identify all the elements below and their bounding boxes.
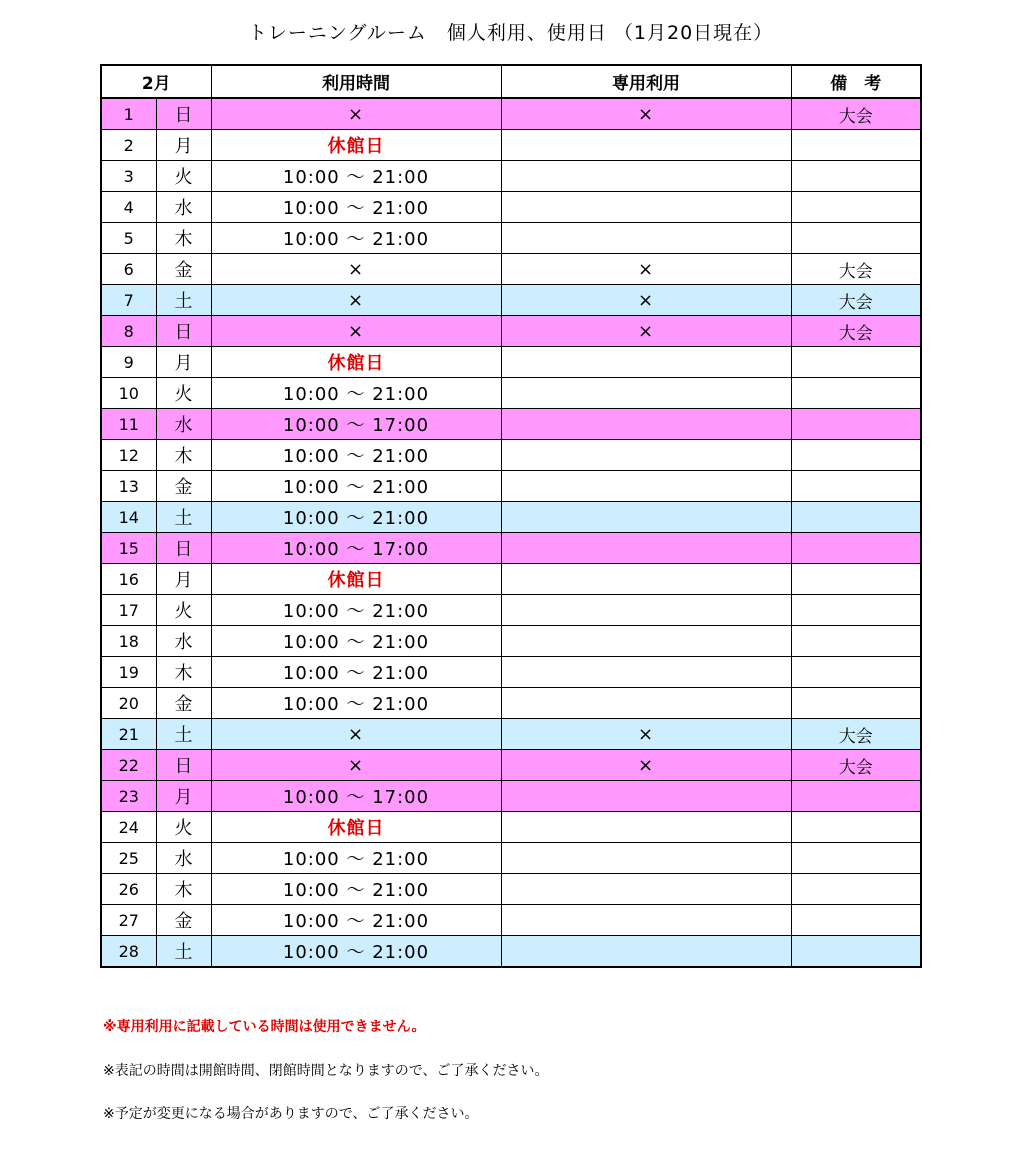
weekday-cell: 月: [156, 130, 211, 161]
weekday-cell: 日: [156, 533, 211, 564]
day-cell: 13: [101, 471, 156, 502]
exclusive-cell: [501, 781, 791, 812]
remarks-cell: [791, 874, 921, 905]
weekday-cell: 土: [156, 502, 211, 533]
weekday-cell: 日: [156, 98, 211, 130]
time-cell: ×: [211, 285, 501, 316]
header-month: 2月: [101, 65, 211, 98]
day-cell: 21: [101, 719, 156, 750]
exclusive-cell: [501, 533, 791, 564]
weekday-cell: 水: [156, 626, 211, 657]
remarks-cell: [791, 130, 921, 161]
table-row: [101, 502, 921, 533]
time-cell: 10:00 ～ 21:00: [211, 223, 501, 254]
table-row: [101, 781, 921, 812]
weekday-cell: 日: [156, 316, 211, 347]
day-cell: 11: [101, 409, 156, 440]
time-cell: 10:00 ～ 21:00: [211, 471, 501, 502]
day-cell: 27: [101, 905, 156, 936]
remarks-cell: 大会: [791, 285, 921, 316]
time-cell: 10:00 ～ 21:00: [211, 688, 501, 719]
remarks-cell: [791, 223, 921, 254]
day-cell: 7: [101, 285, 156, 316]
header-exclusive: 専用利用: [501, 65, 791, 98]
remarks-cell: [791, 626, 921, 657]
exclusive-cell: ×: [501, 98, 791, 130]
time-cell: 10:00 ～ 17:00: [211, 409, 501, 440]
time-cell: ×: [211, 98, 501, 130]
exclusive-cell: [501, 812, 791, 843]
table-header-row: [101, 65, 921, 98]
time-cell: 10:00 ～ 21:00: [211, 626, 501, 657]
time-cell: ×: [211, 750, 501, 781]
day-cell: 19: [101, 657, 156, 688]
day-cell: 10: [101, 378, 156, 409]
weekday-cell: 金: [156, 688, 211, 719]
day-cell: 24: [101, 812, 156, 843]
time-cell: 10:00 ～ 17:00: [211, 781, 501, 812]
remarks-cell: [791, 378, 921, 409]
remarks-cell: [791, 409, 921, 440]
exclusive-cell: [501, 161, 791, 192]
remarks-cell: [791, 905, 921, 936]
exclusive-cell: ×: [501, 316, 791, 347]
weekday-cell: 金: [156, 471, 211, 502]
table-row: [101, 719, 921, 750]
exclusive-cell: [501, 905, 791, 936]
table-row: [101, 626, 921, 657]
time-cell: 10:00 ～ 21:00: [211, 936, 501, 968]
exclusive-cell: [501, 223, 791, 254]
day-cell: 14: [101, 502, 156, 533]
remarks-cell: 大会: [791, 98, 921, 130]
weekday-cell: 土: [156, 936, 211, 968]
weekday-cell: 木: [156, 223, 211, 254]
table-row: [101, 905, 921, 936]
remarks-cell: [791, 192, 921, 223]
weekday-cell: 土: [156, 285, 211, 316]
day-cell: 18: [101, 626, 156, 657]
weekday-cell: 木: [156, 657, 211, 688]
exclusive-cell: [501, 440, 791, 471]
table-row: [101, 98, 921, 130]
weekday-cell: 火: [156, 378, 211, 409]
exclusive-cell: [501, 688, 791, 719]
remarks-cell: [791, 688, 921, 719]
time-cell: 休館日: [211, 347, 501, 378]
weekday-cell: 火: [156, 595, 211, 626]
table-row: [101, 316, 921, 347]
day-cell: 3: [101, 161, 156, 192]
weekday-cell: 月: [156, 347, 211, 378]
remarks-cell: 大会: [791, 719, 921, 750]
remarks-cell: 大会: [791, 254, 921, 285]
remarks-cell: [791, 936, 921, 968]
day-cell: 6: [101, 254, 156, 285]
day-cell: 5: [101, 223, 156, 254]
remarks-cell: [791, 781, 921, 812]
table-row: [101, 440, 921, 471]
table-row: [101, 347, 921, 378]
header-time: 利用時間: [211, 65, 501, 98]
weekday-cell: 水: [156, 409, 211, 440]
exclusive-cell: [501, 874, 791, 905]
day-cell: 20: [101, 688, 156, 719]
time-cell: 10:00 ～ 21:00: [211, 874, 501, 905]
day-cell: 17: [101, 595, 156, 626]
header-remarks: 備 考: [791, 65, 921, 98]
weekday-cell: 日: [156, 750, 211, 781]
remarks-cell: [791, 843, 921, 874]
day-cell: 12: [101, 440, 156, 471]
time-cell: 休館日: [211, 130, 501, 161]
time-cell: 10:00 ～ 21:00: [211, 905, 501, 936]
warning-note: ※専用利用に記載している時間は使用できません。: [103, 1019, 426, 1035]
table-row: [101, 161, 921, 192]
day-cell: 25: [101, 843, 156, 874]
table-row: [101, 843, 921, 874]
change-note: ※予定が変更になる場合がありますので、ご了承ください。: [103, 1106, 479, 1122]
day-cell: 2: [101, 130, 156, 161]
table-row: [101, 812, 921, 843]
weekday-cell: 水: [156, 192, 211, 223]
exclusive-cell: [501, 502, 791, 533]
time-cell: 10:00 ～ 21:00: [211, 657, 501, 688]
remarks-cell: [791, 812, 921, 843]
hours-note: ※表記の時間は開館時間、閉館時間となりますので、ご了承ください。: [103, 1063, 549, 1079]
day-cell: 9: [101, 347, 156, 378]
exclusive-cell: [501, 564, 791, 595]
remarks-cell: [791, 502, 921, 533]
table-row: [101, 192, 921, 223]
time-cell: 10:00 ～ 21:00: [211, 440, 501, 471]
table-row: [101, 130, 921, 161]
day-cell: 26: [101, 874, 156, 905]
table-row: [101, 285, 921, 316]
exclusive-cell: [501, 192, 791, 223]
weekday-cell: 月: [156, 564, 211, 595]
remarks-cell: [791, 657, 921, 688]
table-row: [101, 471, 921, 502]
exclusive-cell: ×: [501, 254, 791, 285]
table-row: [101, 874, 921, 905]
table-row: [101, 223, 921, 254]
day-cell: 1: [101, 98, 156, 130]
table-row: [101, 564, 921, 595]
table-row: [101, 936, 921, 968]
time-cell: ×: [211, 719, 501, 750]
time-cell: 10:00 ～ 21:00: [211, 595, 501, 626]
weekday-cell: 月: [156, 781, 211, 812]
day-cell: 28: [101, 936, 156, 968]
remarks-cell: [791, 347, 921, 378]
remarks-cell: [791, 595, 921, 626]
exclusive-cell: [501, 409, 791, 440]
day-cell: 16: [101, 564, 156, 595]
table-row: [101, 533, 921, 564]
weekday-cell: 金: [156, 905, 211, 936]
day-cell: 23: [101, 781, 156, 812]
exclusive-cell: [501, 347, 791, 378]
table-row: [101, 378, 921, 409]
table-row: [101, 750, 921, 781]
exclusive-cell: [501, 657, 791, 688]
time-cell: 10:00 ～ 21:00: [211, 192, 501, 223]
remarks-cell: [791, 533, 921, 564]
exclusive-cell: [501, 130, 791, 161]
schedule-table: [100, 64, 922, 968]
weekday-cell: 水: [156, 843, 211, 874]
day-cell: 15: [101, 533, 156, 564]
table-row: [101, 254, 921, 285]
schedule-body: [101, 98, 921, 967]
weekday-cell: 土: [156, 719, 211, 750]
exclusive-cell: [501, 626, 791, 657]
weekday-cell: 金: [156, 254, 211, 285]
time-cell: 10:00 ～ 21:00: [211, 378, 501, 409]
day-cell: 8: [101, 316, 156, 347]
day-cell: 22: [101, 750, 156, 781]
table-row: [101, 657, 921, 688]
time-cell: 休館日: [211, 564, 501, 595]
time-cell: 10:00 ～ 21:00: [211, 502, 501, 533]
exclusive-cell: [501, 595, 791, 626]
remarks-cell: [791, 440, 921, 471]
weekday-cell: 火: [156, 161, 211, 192]
time-cell: 10:00 ～ 21:00: [211, 843, 501, 874]
exclusive-cell: [501, 936, 791, 968]
time-cell: ×: [211, 254, 501, 285]
remarks-cell: [791, 471, 921, 502]
exclusive-cell: [501, 843, 791, 874]
remarks-cell: [791, 564, 921, 595]
remarks-cell: [791, 161, 921, 192]
time-cell: 10:00 ～ 17:00: [211, 533, 501, 564]
remarks-cell: 大会: [791, 316, 921, 347]
exclusive-cell: ×: [501, 750, 791, 781]
time-cell: 休館日: [211, 812, 501, 843]
page-title: トレーニングルーム 個人利用、使用日 （1月20日現在）: [247, 22, 774, 44]
exclusive-cell: [501, 378, 791, 409]
remarks-cell: 大会: [791, 750, 921, 781]
weekday-cell: 木: [156, 440, 211, 471]
table-row: [101, 409, 921, 440]
exclusive-cell: ×: [501, 719, 791, 750]
day-cell: 4: [101, 192, 156, 223]
time-cell: ×: [211, 316, 501, 347]
weekday-cell: 火: [156, 812, 211, 843]
exclusive-cell: ×: [501, 285, 791, 316]
time-cell: 10:00 ～ 21:00: [211, 161, 501, 192]
exclusive-cell: [501, 471, 791, 502]
table-row: [101, 688, 921, 719]
weekday-cell: 木: [156, 874, 211, 905]
table-row: [101, 595, 921, 626]
